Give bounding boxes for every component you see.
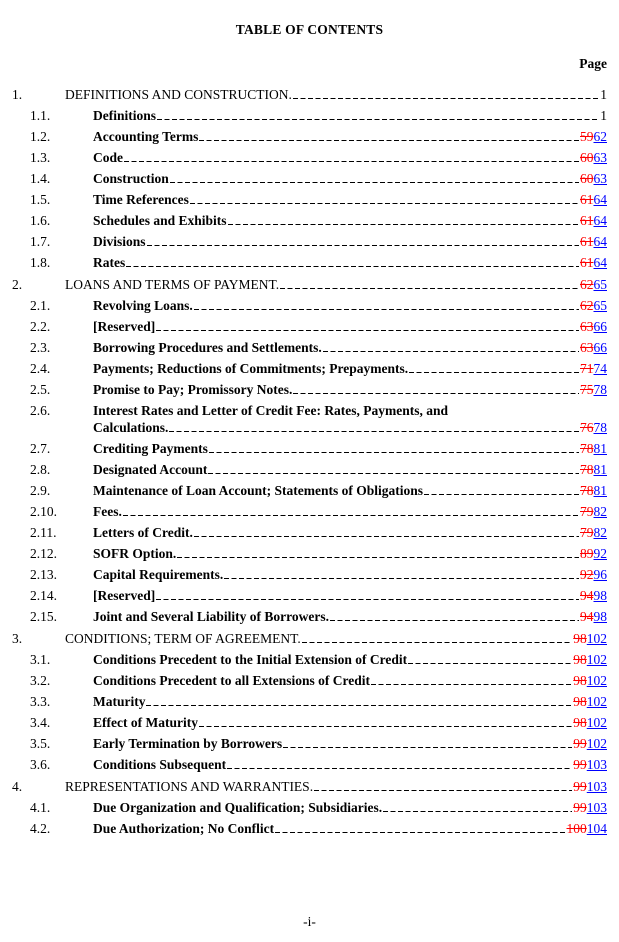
leader-line	[383, 800, 572, 812]
page-number-deleted: 92	[580, 567, 594, 582]
entry-last-line	[93, 440, 607, 457]
entry-last-line	[93, 128, 607, 145]
page-number-link[interactable]: 98	[593, 609, 607, 624]
entry-title: Schedules and Exhibits	[93, 213, 227, 228]
toc-entry	[12, 778, 607, 795]
toc-entry	[12, 107, 607, 124]
entry-body	[93, 318, 607, 335]
entry-number: 2.1.	[30, 298, 51, 313]
entry-last-line	[93, 233, 607, 250]
leader-line	[227, 757, 572, 769]
page-title: TABLE OF CONTENTS	[235, 22, 384, 37]
entry-title: Early Termination by Borrowers	[93, 736, 283, 751]
entry-number: 2.	[12, 277, 23, 292]
entry-title: Code	[93, 150, 123, 165]
entry-title: Maintenance of Loan Account; Statements of Obligations	[93, 483, 423, 498]
toc-entry	[12, 170, 607, 187]
entry-last-line	[93, 545, 607, 562]
entry-body	[93, 714, 607, 731]
entry-number: 3.4.	[30, 715, 51, 730]
leader-line	[371, 673, 572, 685]
entry-last-line	[93, 149, 607, 166]
leader-line	[194, 298, 579, 310]
toc-entry	[12, 128, 607, 145]
toc-entry	[12, 318, 607, 335]
toc-entry	[12, 402, 607, 436]
page-number-deleted: 71	[580, 361, 594, 376]
entry-number: 1.6.	[30, 213, 51, 228]
leader-line	[146, 694, 572, 706]
entry-title: Payments; Reductions of Commitments; Prepayments.	[93, 361, 409, 376]
page-number-link[interactable]: 103	[586, 800, 607, 815]
entry-last-line	[93, 756, 607, 773]
page-number-deleted: 63	[580, 319, 594, 334]
page-number-deleted: 98	[573, 631, 587, 646]
page-number-deleted: 60	[580, 150, 594, 165]
page-number-link[interactable]: 63	[593, 171, 607, 186]
entry-title: Definitions	[93, 108, 157, 123]
entry-last-line	[93, 170, 607, 187]
entry-last-line	[93, 566, 607, 583]
leader-line	[330, 609, 579, 621]
leader-line	[156, 588, 579, 600]
toc-entry	[12, 149, 607, 166]
page-number-deleted: 99	[573, 736, 587, 751]
page-number-link[interactable]: 74	[593, 361, 607, 376]
toc-entry	[12, 482, 607, 499]
leader-line	[275, 821, 565, 833]
entry-body	[93, 693, 607, 710]
entry-title-continued: Calculations.	[93, 420, 169, 435]
toc-entry	[12, 545, 607, 562]
entry-body	[93, 566, 607, 583]
page-number-link[interactable]: 66	[593, 340, 607, 355]
page-number-deleted: 61	[580, 192, 594, 207]
leader-line	[208, 462, 579, 474]
entry-body	[93, 503, 607, 520]
entry-title: Due Organization and Qualification; Subsidiaries.	[93, 800, 383, 815]
page-number-deleted: 98	[573, 715, 587, 730]
entry-number: 2.14.	[30, 588, 57, 603]
entry-body	[65, 276, 607, 293]
toc-entry	[12, 276, 607, 293]
page-number-link[interactable]: 102	[586, 631, 607, 646]
entry-last-line	[93, 461, 607, 478]
entry-title: Rates	[93, 255, 126, 270]
page-number-link[interactable]: 81	[593, 462, 607, 477]
entry-title: Joint and Several Liability of Borrowers.	[93, 609, 329, 624]
leader-line	[124, 150, 579, 162]
entry-body	[93, 149, 607, 166]
entry-body	[93, 735, 607, 752]
leader-line	[424, 483, 579, 495]
page-number-link[interactable]: 81	[593, 483, 607, 498]
entry-title: Accounting Terms	[93, 129, 199, 144]
entry-last-line	[93, 381, 607, 398]
entry-title: Construction	[93, 171, 169, 186]
entry-body	[93, 482, 607, 499]
footer-page-number: -i-	[303, 914, 316, 929]
page-number-link[interactable]: 96	[593, 567, 607, 582]
page-number-link[interactable]: 102	[586, 673, 607, 688]
entry-number: 1.2.	[30, 129, 51, 144]
entry-title: Promise to Pay; Promissory Notes.	[93, 382, 293, 397]
page-number-link[interactable]: 62	[593, 129, 607, 144]
entry-title: DEFINITIONS AND CONSTRUCTION.	[65, 87, 292, 102]
page-number-deleted: 62	[580, 277, 594, 292]
toc-entry	[12, 86, 607, 103]
entry-number: 2.3.	[30, 340, 51, 355]
leader-line	[199, 129, 579, 141]
page-number-deleted: 100	[566, 821, 587, 836]
entry-last-line	[93, 297, 607, 314]
page-number-link[interactable]: 64	[593, 192, 607, 207]
page-number-deleted: 99	[573, 757, 587, 772]
entry-last-line	[65, 778, 607, 795]
entry-last-line	[93, 191, 607, 208]
toc-entry	[12, 608, 607, 625]
entry-last-line	[93, 714, 607, 731]
page-number-link[interactable]: 92	[593, 546, 607, 561]
entry-number: 2.2.	[30, 319, 51, 334]
page-number-deleted: 94	[580, 609, 594, 624]
entry-body	[65, 778, 607, 795]
entry-number: 3.2.	[30, 673, 51, 688]
page-number-link[interactable]: 65	[593, 298, 607, 313]
entry-body	[93, 233, 607, 250]
entry-number: 3.5.	[30, 736, 51, 751]
page-number-link[interactable]: 78	[593, 382, 607, 397]
leader-line	[314, 779, 572, 791]
entry-title: Fees.	[93, 504, 122, 519]
entry-last-line	[93, 419, 607, 436]
entry-body	[93, 339, 607, 356]
entry-last-line	[93, 735, 607, 752]
page-number-deleted: 62	[580, 298, 594, 313]
entry-last-line	[93, 339, 607, 356]
entry-title: Capital Requirements.	[93, 567, 224, 582]
entry-number: 1.	[12, 87, 23, 102]
page-number-deleted: 78	[580, 462, 594, 477]
entry-number: 2.8.	[30, 462, 51, 477]
entry-number: 1.3.	[30, 150, 51, 165]
entry-number: 1.5.	[30, 192, 51, 207]
entry-number: 2.7.	[30, 441, 51, 456]
entry-number: 2.11.	[30, 525, 57, 540]
entry-number: 2.6.	[30, 403, 51, 418]
entry-last-line	[65, 86, 607, 103]
leader-line	[228, 213, 579, 225]
page-number-link[interactable]: 1	[600, 108, 607, 123]
entry-last-line	[93, 107, 607, 124]
toc-entry	[12, 799, 607, 816]
toc-entry	[12, 630, 607, 647]
leader-line	[224, 567, 579, 579]
entry-last-line	[93, 503, 607, 520]
entry-number: 3.3.	[30, 694, 51, 709]
entry-number: 3.1.	[30, 652, 51, 667]
entry-number: 2.13.	[30, 567, 57, 582]
page-number-link[interactable]: 1	[600, 87, 607, 102]
page-number-link[interactable]: 102	[586, 652, 607, 667]
entry-title: Maturity	[93, 694, 146, 709]
entry-body	[93, 820, 607, 837]
entry-last-line	[93, 693, 607, 710]
entry-body	[93, 651, 607, 668]
leader-line	[177, 546, 579, 558]
leader-line	[209, 441, 579, 453]
entry-number: 3.6.	[30, 757, 51, 772]
entry-body	[93, 170, 607, 187]
entry-number: 3.	[12, 631, 23, 646]
entry-last-line	[65, 630, 607, 647]
page-number-link[interactable]: 64	[593, 234, 607, 249]
entry-number: 1.4.	[30, 171, 51, 186]
page-number-deleted: 76	[580, 420, 594, 435]
toc-entry	[12, 651, 607, 668]
toc-entry	[12, 233, 607, 250]
page-number-deleted: 63	[580, 340, 594, 355]
entry-body	[93, 254, 607, 271]
leader-line	[302, 631, 572, 643]
entry-body	[93, 799, 607, 816]
toc-list	[12, 86, 607, 837]
page-column-header: Page	[579, 56, 607, 71]
entry-last-line	[93, 672, 607, 689]
leader-line	[199, 715, 572, 727]
entry-title: [Reserved]	[93, 319, 156, 334]
page-number-deleted: 99	[573, 779, 587, 794]
entry-title: [Reserved]	[93, 588, 156, 603]
toc-entry	[12, 672, 607, 689]
entry-title: Borrowing Procedures and Settlements.	[93, 340, 322, 355]
leader-line	[323, 340, 579, 352]
toc-entry	[12, 254, 607, 271]
leader-line	[170, 171, 579, 183]
leader-line	[169, 420, 579, 432]
toc-entry	[12, 756, 607, 773]
leader-line	[126, 255, 579, 267]
page-number-link[interactable]: 64	[593, 213, 607, 228]
page-number-link[interactable]: 102	[586, 715, 607, 730]
page-number-link[interactable]: 65	[593, 277, 607, 292]
entry-body	[93, 381, 607, 398]
entry-body	[93, 608, 607, 625]
toc-entry	[12, 566, 607, 583]
toc-entry	[12, 524, 607, 541]
entry-title: SOFR Option.	[93, 546, 177, 561]
page-number-deleted: 78	[580, 483, 594, 498]
page-number-deleted: 98	[573, 694, 587, 709]
page-number-deleted: 75	[580, 382, 594, 397]
entry-last-line	[93, 651, 607, 668]
entry-body	[93, 587, 607, 604]
page-number-link[interactable]: 104	[586, 821, 607, 836]
entry-number: 4.1.	[30, 800, 51, 815]
entry-last-line	[93, 524, 607, 541]
entry-last-line	[93, 820, 607, 837]
leader-line	[123, 504, 579, 516]
toc-entry	[12, 714, 607, 731]
entry-title: Designated Account	[93, 462, 208, 477]
page-number-link[interactable]: 78	[593, 420, 607, 435]
entry-title: Conditions Precedent to all Extensions of Credit	[93, 673, 371, 688]
page-number-deleted: 98	[573, 652, 587, 667]
entry-title: Interest Rates and Letter of Credit Fee: Rates, Payments, and	[93, 403, 449, 418]
page-number-link[interactable]: 81	[593, 441, 607, 456]
entry-title: Revolving Loans.	[93, 298, 193, 313]
entry-body	[93, 107, 607, 124]
toc-entry	[12, 339, 607, 356]
toc-entry	[12, 297, 607, 314]
entry-last-line	[65, 276, 607, 293]
entry-body	[93, 524, 607, 541]
page-number-deleted: 78	[580, 441, 594, 456]
entry-body	[93, 402, 607, 436]
toc-entry	[12, 461, 607, 478]
page-number-deleted: 94	[580, 588, 594, 603]
entry-title: Letters of Credit.	[93, 525, 193, 540]
toc-entry	[12, 381, 607, 398]
entry-number: 1.7.	[30, 234, 51, 249]
entry-title: CONDITIONS; TERM OF AGREEMENT.	[65, 631, 301, 646]
toc-entry	[12, 587, 607, 604]
entry-body	[93, 461, 607, 478]
entry-body	[93, 672, 607, 689]
page-number-deleted: 89	[580, 546, 594, 561]
leader-line	[408, 652, 572, 664]
entry-number: 1.1.	[30, 108, 51, 123]
entry-number: 2.9.	[30, 483, 51, 498]
entry-number: 4.2.	[30, 821, 51, 836]
toc-entry	[12, 503, 607, 520]
page-number-deleted: 79	[580, 525, 594, 540]
page-number-link[interactable]: 82	[593, 504, 607, 519]
entry-body	[93, 440, 607, 457]
entry-title: Effect of Maturity	[93, 715, 198, 730]
toc-entry	[12, 440, 607, 457]
toc-entry	[12, 735, 607, 752]
entry-title: Divisions	[93, 234, 146, 249]
entry-last-line	[93, 254, 607, 271]
page-number-link[interactable]: 82	[593, 525, 607, 540]
page-number-link[interactable]: 102	[586, 694, 607, 709]
entry-number: 2.12.	[30, 546, 57, 561]
entry-number: 2.4.	[30, 361, 51, 376]
leader-line	[283, 736, 572, 748]
page-number-link[interactable]: 64	[593, 255, 607, 270]
toc-entry	[12, 191, 607, 208]
leader-line	[293, 87, 599, 99]
page-number-deleted: 60	[580, 171, 594, 186]
entry-last-line	[93, 212, 607, 229]
entry-number: 4.	[12, 779, 23, 794]
entry-body	[93, 128, 607, 145]
entry-title: Crediting Payments	[93, 441, 208, 456]
leader-line	[293, 382, 579, 394]
leader-line	[190, 192, 579, 204]
leader-line	[280, 277, 579, 289]
page-number-deleted: 61	[580, 234, 594, 249]
entry-body	[65, 86, 607, 103]
leader-line	[409, 361, 579, 373]
page-number-deleted: 59	[580, 129, 594, 144]
page-number-link[interactable]: 63	[593, 150, 607, 165]
entry-title: Conditions Subsequent	[93, 757, 227, 772]
toc-entry	[12, 360, 607, 377]
toc-entry	[12, 820, 607, 837]
entry-last-line	[93, 318, 607, 335]
entry-body	[65, 630, 607, 647]
leader-line	[157, 108, 599, 120]
entry-body	[93, 212, 607, 229]
leader-line	[194, 525, 579, 537]
entry-body	[93, 545, 607, 562]
entry-last-line	[93, 482, 607, 499]
page-number-deleted: 99	[573, 800, 587, 815]
toc-entry	[12, 212, 607, 229]
page-number-deleted: 61	[580, 255, 594, 270]
entry-title: Due Authorization; No Conflict	[93, 821, 275, 836]
entry-last-line	[93, 799, 607, 816]
toc-entry	[12, 693, 607, 710]
entry-body	[93, 297, 607, 314]
entry-title: Conditions Precedent to the Initial Extension of Credit	[93, 652, 408, 667]
leader-line	[156, 319, 579, 331]
page-number-link[interactable]: 103	[586, 757, 607, 772]
leader-line	[147, 234, 579, 246]
entry-last-line	[93, 608, 607, 625]
entry-body	[93, 360, 607, 377]
page-number-link[interactable]: 66	[593, 319, 607, 334]
entry-body	[93, 191, 607, 208]
entry-number: 1.8.	[30, 255, 51, 270]
page-number-link[interactable]: 102	[586, 736, 607, 751]
page-number-deleted: 98	[573, 673, 587, 688]
entry-number: 2.10.	[30, 504, 57, 519]
entry-body	[93, 756, 607, 773]
page-number-link[interactable]: 103	[586, 779, 607, 794]
entry-title: LOANS AND TERMS OF PAYMENT.	[65, 277, 280, 292]
entry-last-line	[93, 360, 607, 377]
entry-last-line	[93, 587, 607, 604]
entry-title: Time References	[93, 192, 189, 207]
entry-number: 2.15.	[30, 609, 57, 624]
page-number-deleted: 61	[580, 213, 594, 228]
entry-number: 2.5.	[30, 382, 51, 397]
page-number-link[interactable]: 98	[593, 588, 607, 603]
page-number-deleted: 79	[580, 504, 594, 519]
entry-title: REPRESENTATIONS AND WARRANTIES.	[65, 779, 314, 794]
